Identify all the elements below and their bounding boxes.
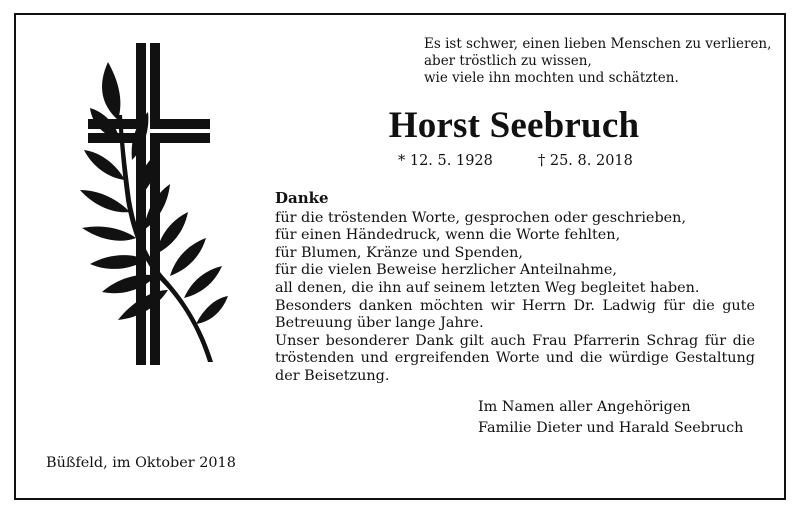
thanks-paragraph-doctor: Besonders danken möchten wir Herrn Dr. Ladwig für die gute Betreuung über lange Jahre.	[275, 297, 755, 332]
thanks-line: für einen Händedruck, wenn die Worte fehlten,	[275, 227, 621, 244]
thanks-heading: Danke	[275, 189, 329, 207]
death-date: † 25. 8. 2018	[538, 153, 633, 169]
thanks-line: für die tröstenden Worte, gesprochen oder geschrieben,	[275, 209, 687, 226]
thanks-paragraph-pastor: Unser besonderer Dank gilt auch Frau Pfarrerin Schrag für die tröstenden und ergreifenden Worte und die würdige Gestaltung der Beisetzung.	[275, 332, 755, 384]
thanks-line: für die vielen Beweise herzlicher Anteilnahme,	[275, 262, 617, 279]
life-dates	[398, 153, 633, 169]
birth-date: * 12. 5. 1928	[398, 153, 493, 169]
quote-line: wie viele ihn mochten und schätzten.	[424, 70, 679, 86]
signature-line: Familie Dieter und Harald Seebruch	[478, 420, 744, 436]
place-and-date: Büßfeld, im Oktober 2018	[46, 455, 236, 471]
thanks-line: all denen, die ihn auf seinem letzten Weg begleitet haben.	[275, 279, 700, 296]
thanks-text	[275, 190, 755, 386]
thanks-line: für Blumen, Kränze und Spenden,	[275, 244, 523, 261]
quote	[424, 36, 772, 87]
cross-with-palm-branch-icon	[70, 40, 230, 375]
signature	[478, 397, 743, 439]
signature-line: Im Namen aller Angehörigen	[478, 399, 691, 415]
deceased-name: Horst Seebruch	[388, 105, 640, 146]
quote-line: aber tröstlich zu wissen,	[424, 53, 592, 69]
quote-line: Es ist schwer, einen lieben Menschen zu verlieren,	[424, 36, 772, 52]
